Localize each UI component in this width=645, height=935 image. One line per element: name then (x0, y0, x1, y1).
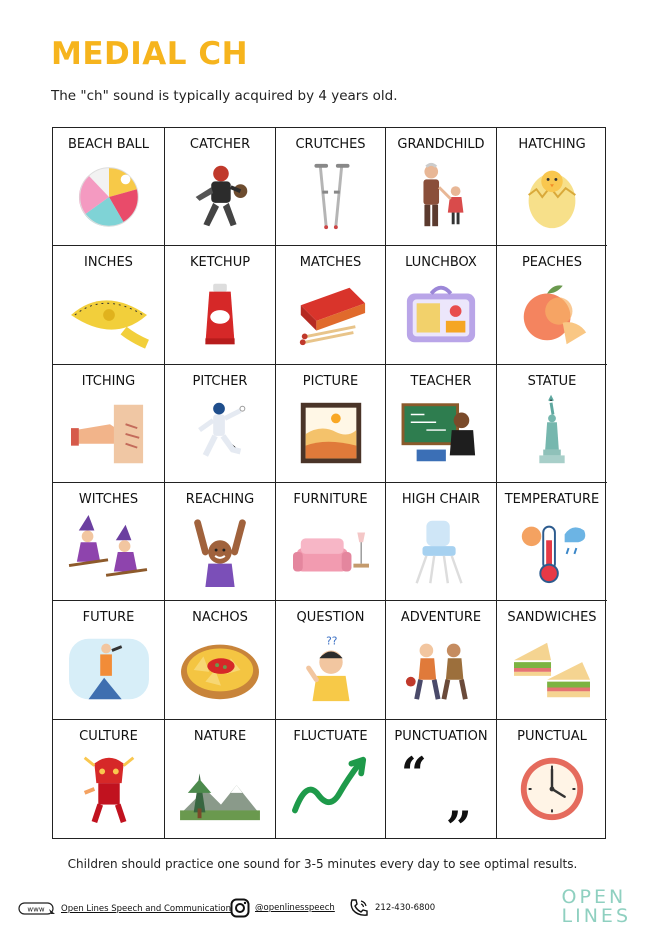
word-card (165, 365, 276, 483)
word-card (276, 720, 386, 838)
svg-text:“: “ (401, 746, 427, 800)
practice-note: Children should practice one sound for 3-5 minutes every day to see optimal results. (67, 857, 578, 871)
teacher-icon (396, 395, 486, 471)
word-card (386, 601, 497, 719)
nature-icon (175, 750, 265, 826)
question-icon (286, 631, 376, 707)
footer (0, 886, 645, 935)
hatching-icon (507, 158, 597, 234)
word-card (165, 483, 276, 601)
word-card (276, 246, 386, 364)
word-card (497, 128, 607, 246)
future-icon (64, 631, 154, 707)
card-word: REACHING (185, 492, 255, 507)
card-word: ITCHING (81, 373, 136, 389)
open-lines-logo (562, 888, 631, 926)
thermometer-icon (507, 513, 597, 589)
card-word: CATCHER (189, 137, 251, 152)
word-card (165, 246, 276, 364)
fluctuate-icon (286, 750, 376, 826)
card-word: ADVENTURE (400, 610, 482, 626)
card-word: INCHES (84, 255, 133, 271)
word-card (53, 128, 165, 246)
card-word: HIGH CHAIR (401, 492, 481, 507)
furniture-icon (286, 513, 376, 589)
card-word: BEACH BALL (67, 137, 150, 152)
word-card (53, 720, 165, 838)
website-icon (18, 902, 56, 916)
page-title: MEDIAL CH (51, 36, 249, 72)
instagram-text[interactable]: @openlinesspeech (255, 903, 335, 913)
catcher-icon (175, 158, 265, 234)
quotation-marks-icon (396, 746, 486, 855)
logo-line-1: OPEN (561, 886, 627, 908)
card-word: NATURE (193, 728, 247, 744)
word-card (53, 365, 165, 483)
phone-link[interactable] (348, 898, 435, 918)
word-card (497, 483, 607, 601)
high-chair-icon (396, 513, 486, 589)
subtitle: The "ch" sound is typically acquired by 4 years old. (51, 88, 398, 104)
word-card (276, 601, 386, 719)
phone-text: 212-430-6800 (375, 903, 436, 913)
card-word: KETCHUP (189, 255, 251, 271)
svg-text:www: www (27, 905, 45, 914)
card-word: CULTURE (79, 728, 138, 744)
instagram-icon (230, 898, 250, 918)
svg-text:??: ?? (325, 634, 338, 648)
phone-icon (348, 898, 370, 918)
card-word: CRUTCHES (295, 137, 366, 152)
sandwiches-icon (507, 631, 597, 707)
website-link[interactable] (18, 902, 231, 916)
card-word: WITCHES (78, 492, 139, 507)
reaching-icon (175, 513, 265, 589)
word-card (497, 720, 607, 838)
word-card (497, 601, 607, 719)
word-card (386, 128, 497, 246)
word-card (386, 246, 497, 364)
clock-icon (507, 750, 597, 826)
lunchbox-icon (396, 276, 486, 352)
word-card (386, 483, 497, 601)
word-card (53, 246, 165, 364)
logo-line-2: LINES (561, 905, 631, 927)
itching-icon (64, 395, 154, 471)
witches-icon (64, 513, 154, 589)
instagram-link[interactable] (230, 898, 335, 918)
word-card-grid (52, 127, 606, 855)
crutches-icon (286, 158, 376, 234)
svg-text:”: ” (445, 801, 472, 855)
word-card (53, 483, 165, 601)
word-card (276, 365, 386, 483)
peaches-icon (507, 276, 597, 352)
word-card (165, 128, 276, 246)
matches-icon (286, 276, 376, 352)
card-word: FLUCTUATE (293, 728, 368, 744)
word-card (165, 601, 276, 719)
card-word: PUNCTUATION (394, 728, 488, 744)
word-card (53, 601, 165, 719)
card-word: MATCHES (299, 255, 362, 271)
adventure-icon (396, 631, 486, 707)
card-word: QUESTION (296, 610, 365, 626)
culture-icon (64, 750, 154, 826)
word-card (497, 246, 607, 364)
statue-icon (507, 395, 597, 471)
card-word: PICTURE (302, 373, 359, 389)
ketchup-icon (175, 276, 265, 352)
card-word: PEACHES (521, 255, 583, 271)
grandchild-icon (396, 158, 486, 234)
card-word: PUNCTUAL (517, 728, 587, 744)
nachos-icon (175, 631, 265, 707)
word-card (386, 720, 497, 855)
word-card (276, 128, 386, 246)
pitcher-icon (175, 395, 265, 471)
card-word: NACHOS (192, 610, 248, 626)
card-word: HATCHING (518, 137, 586, 152)
card-word: PITCHER (192, 373, 248, 389)
card-word: TEACHER (410, 373, 472, 389)
word-card (497, 365, 607, 483)
tape-measure-icon (64, 276, 154, 352)
card-word: FUTURE (82, 610, 135, 626)
word-card (386, 365, 497, 483)
card-word: LUNCHBOX (405, 255, 477, 271)
beach-ball-icon (64, 158, 154, 234)
word-card (165, 720, 276, 838)
card-word: GRANDCHILD (397, 137, 485, 152)
word-card (276, 483, 386, 601)
card-word: SANDWICHES (507, 610, 597, 626)
website-text[interactable]: Open Lines Speech and Communication (61, 904, 231, 914)
card-word: STATUE (527, 373, 577, 389)
card-word: FURNITURE (293, 492, 368, 507)
picture-icon (286, 395, 376, 471)
card-word: TEMPERATURE (504, 492, 600, 507)
